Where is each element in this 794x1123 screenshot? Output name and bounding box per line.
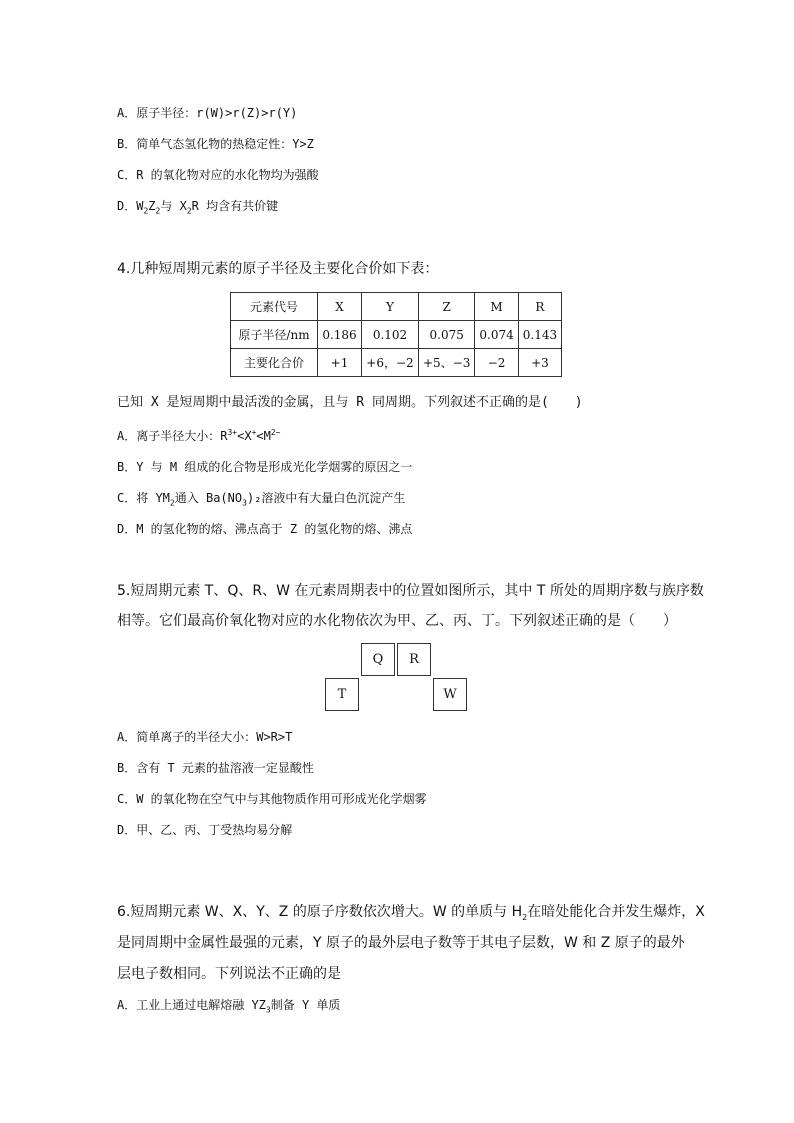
option-text: 甲、乙、丙、丁受热均易分解 — [136, 823, 293, 837]
subscript: 2 — [143, 206, 149, 216]
option-text: 含有 T 元素的盐溶液一定显酸性 — [136, 761, 314, 775]
subscript: 2 — [522, 912, 528, 922]
q5-option-a — [117, 728, 292, 746]
q4-option-b — [117, 458, 412, 476]
option-text: 工业上通过电解熔融 YZ — [136, 998, 266, 1012]
q5-option-b — [117, 759, 314, 777]
q5-option-d — [117, 821, 292, 839]
option-letter: B． — [117, 460, 137, 474]
table-row — [231, 321, 562, 349]
option-text: 简单气态氢化物的热稳定性：Y>Z — [136, 137, 314, 151]
q4-option-d — [117, 520, 412, 538]
stem-text: 在暗处能化合并发生爆炸，X — [527, 904, 705, 920]
q6-option-a — [117, 996, 340, 1014]
option-text: W — [136, 199, 144, 213]
option-letter: A． — [117, 998, 137, 1012]
table-cell: Z — [419, 293, 475, 321]
option-text: R 均含有共价键 — [191, 199, 279, 213]
option-text: 将 YM — [136, 491, 170, 505]
table-cell: 0.102 — [362, 321, 419, 349]
superscript: 3+ — [227, 428, 238, 437]
option-text: Z — [148, 199, 156, 213]
element-data-table — [230, 292, 562, 377]
q3-option-c — [117, 166, 319, 184]
option-text: <X — [237, 429, 252, 443]
subscript: 2 — [186, 206, 192, 216]
option-letter: A． — [117, 429, 137, 443]
table-cell: X — [318, 293, 362, 321]
option-text: 制备 Y 单质 — [270, 998, 341, 1012]
cell-t: T — [325, 678, 359, 711]
option-letter: C． — [117, 792, 137, 806]
option-letter: D． — [117, 199, 137, 213]
q4-stem: 4.几种短周期元素的原子半径及主要化合价如下表： — [117, 261, 439, 277]
table-row — [231, 349, 562, 377]
q6-stem-line2: 是同周期中金属性最强的元素，Y 原子的最外层电子数等于其电子层数，W 和 Z 原子的最外 — [117, 935, 685, 951]
table-cell: +6，−2 — [362, 349, 419, 377]
option-text: W 的氧化物在空气中与其他物质作用可形成光化学烟雾 — [136, 792, 427, 806]
table-cell: 0.186 — [318, 321, 362, 349]
option-text: R 的氧化物对应的水化物均为强酸 — [136, 168, 319, 182]
table-row — [231, 293, 562, 321]
table-cell: +3 — [518, 349, 561, 377]
cell-q: Q — [361, 643, 395, 676]
q5-stem-line1: 5.短周期元素 T、Q、R、W 在元素周期表中的位置如图所示，其中 T 所处的周期序数与族序数 — [117, 583, 704, 599]
q5-stem-line2: 相等。它们最高价氧化物对应的水化物依次为甲、乙、丙、丁。下列叙述正确的是（ ） — [117, 613, 677, 629]
table-cell: M — [475, 293, 518, 321]
q6-stem-line3: 层电子数相同。下列说法不正确的是 — [117, 966, 341, 982]
table-cell: +1 — [318, 349, 362, 377]
option-text: )₂溶液中有大量白色沉淀产生 — [246, 491, 406, 505]
option-text: Y 与 M 组成的化合物是形成光化学烟雾的原因之一 — [136, 460, 413, 474]
subscript: 2 — [169, 498, 175, 508]
option-text: <M — [256, 429, 271, 443]
table-cell: 主要化合价 — [231, 349, 318, 377]
option-text: 与 X — [160, 199, 187, 213]
option-letter: B． — [117, 761, 137, 775]
option-letter: C． — [117, 491, 137, 505]
subscript: 3 — [242, 498, 247, 508]
table-cell: R — [518, 293, 561, 321]
cell-w: W — [433, 678, 467, 711]
q3-option-a — [117, 104, 297, 122]
table-cell: 0.074 — [475, 321, 518, 349]
option-letter: D． — [117, 522, 137, 536]
stem-text: 6.短周期元素 W、X、Y、Z 的原子序数依次增大。W 的单质与 H — [117, 904, 523, 920]
table-cell: 0.143 — [518, 321, 561, 349]
option-letter: A． — [117, 730, 137, 744]
q4-option-a — [117, 427, 280, 445]
q5-option-c — [117, 790, 427, 808]
table-cell: 0.075 — [419, 321, 475, 349]
table-cell: Y — [362, 293, 419, 321]
option-letter: B． — [117, 137, 137, 151]
option-letter: A． — [117, 106, 137, 120]
option-letter: C． — [117, 168, 137, 182]
table-cell: +5、−3 — [419, 349, 475, 377]
superscript: 2− — [270, 428, 281, 437]
option-text: 通入 Ba(NO — [174, 491, 243, 505]
subscript: 3 — [265, 1005, 271, 1015]
option-text: M 的氢化物的熔、沸点高于 Z 的氢化物的熔、沸点 — [136, 522, 413, 536]
superscript: + — [251, 428, 257, 437]
q4-given: 已知 X 是短周期中最活泼的金属，且与 R 同周期。下列叙述不正确的是( ) — [117, 395, 583, 410]
q3-option-b — [117, 135, 314, 153]
cell-r: R — [397, 643, 431, 676]
option-text: 离子半径大小：R — [136, 429, 228, 443]
table-cell: −2 — [475, 349, 518, 377]
q3-option-d — [117, 197, 278, 215]
q4-option-c — [117, 489, 405, 507]
table-cell: 原子半径/nm — [231, 321, 318, 349]
option-text: 简单离子的半径大小：W>R>T — [136, 730, 293, 744]
table-cell: 元素代号 — [231, 293, 318, 321]
q6-stem-line1 — [117, 903, 705, 921]
subscript: 2 — [155, 206, 161, 216]
option-letter: D． — [117, 823, 137, 837]
option-text: 原子半径：r(W)>r(Z)>r(Y) — [136, 106, 298, 120]
